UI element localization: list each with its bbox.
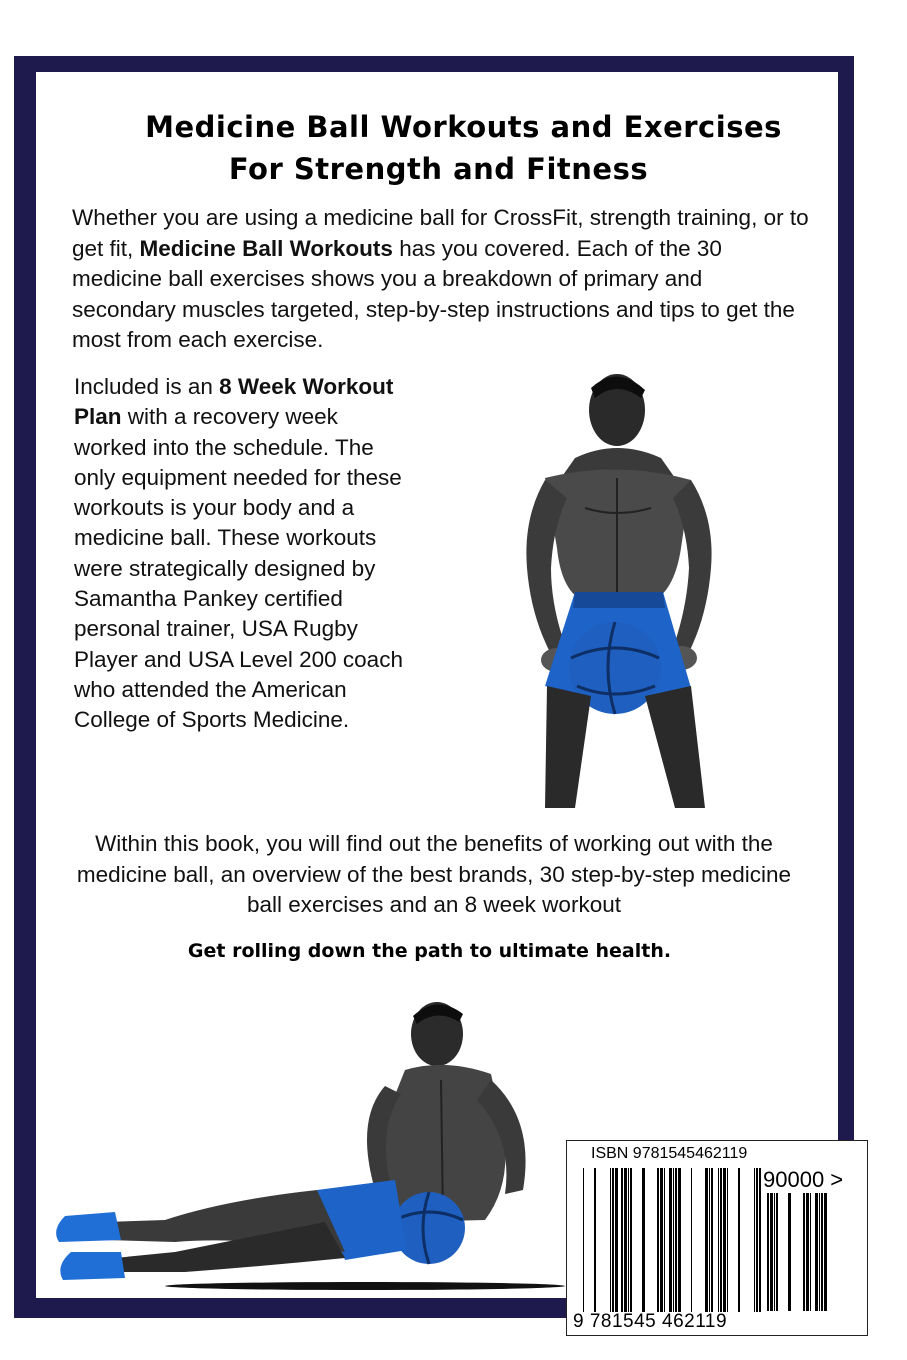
barcode-bar (810, 1193, 811, 1311)
barcode-bar (720, 1168, 722, 1312)
barcode-bar (824, 1193, 827, 1311)
barcode-bar (621, 1168, 623, 1312)
intro-text-2: has you covered. Each of the 30 medicine ball exercises shows you a breakdown of primary and secondary muscles targeted, step-by-step instructions and tips to get the most from each exercise. (72, 235, 795, 352)
barcode-bar (642, 1168, 645, 1312)
barcode-bar (709, 1168, 710, 1312)
isbn-barcode (566, 1140, 868, 1336)
barcode-bar (594, 1168, 596, 1312)
book-title (0, 106, 907, 190)
barcode-bar (788, 1193, 791, 1311)
athlete-seated-photo (45, 990, 585, 1290)
barcode-bar (776, 1193, 778, 1311)
title-line-2: For Strength and Fitness (228, 152, 649, 186)
barcode-bar (815, 1193, 818, 1311)
intro-text-1: Whether you are using a medicine ball for CrossFit, strength training, or to get fit, (72, 205, 809, 261)
barcode-bar (664, 1168, 665, 1312)
tagline (0, 940, 907, 962)
barcode-bar (738, 1168, 740, 1312)
barcode-bar (612, 1168, 614, 1312)
isbn-digits: 9 781545 462119 (573, 1311, 728, 1332)
barcode-bar (711, 1168, 713, 1312)
barcode-bar (819, 1193, 820, 1311)
barcode-bar (675, 1168, 677, 1312)
barcode-bar (678, 1168, 681, 1312)
athlete-standing-photo (505, 368, 735, 816)
barcode-bar (610, 1168, 611, 1312)
barcode-bar (803, 1193, 805, 1311)
price-code: 90000 > (763, 1167, 844, 1192)
barcode-bar (657, 1168, 659, 1312)
plan-paragraph (74, 372, 404, 736)
price-addon-bars (765, 1193, 835, 1311)
barcode-bar (628, 1168, 629, 1312)
barcode-bar (615, 1168, 618, 1312)
intro-book-name: Medicine Ball Workouts (139, 235, 393, 261)
barcode-bar (767, 1193, 769, 1311)
barcode-bar (723, 1168, 726, 1312)
barcode-bar (583, 1168, 584, 1312)
plan-text-2: with a recovery week worked into the schedule. The only equipment needed for these workouts is your body and a medicine ball. These workouts were strategically designed by Samantha Pankey certified personal trainer, USA Rugby Player and USA Level 200 coach who attended the American College of Sports Medicine. (74, 404, 403, 733)
intro-paragraph (72, 203, 812, 356)
barcode-bars (583, 1168, 761, 1312)
barcode-bar (705, 1168, 708, 1312)
barcode-bar (718, 1168, 719, 1312)
barcode-bar (669, 1168, 672, 1312)
plan-text-1: Included is an (74, 374, 220, 399)
barcode-bar (727, 1168, 728, 1312)
barcode-bar (756, 1168, 758, 1312)
barcode-bar (770, 1193, 773, 1311)
barcode-bar (624, 1168, 627, 1312)
plan-highlight: 8 Week Workout Plan (74, 374, 394, 430)
barcode-bar (660, 1168, 663, 1312)
barcode-bar (806, 1193, 809, 1311)
barcode-bar (759, 1168, 761, 1312)
barcode-bar (821, 1193, 823, 1311)
barcode-bar (691, 1168, 692, 1312)
summary-paragraph: Within this book, you will find out the benefits of working out with the medicine ball, an overview of the best brands, 30 step-by-step medicine ball exercises and an 8 week workout (76, 831, 792, 917)
title-line-1: Medicine Ball Workouts and Exercises (145, 110, 782, 144)
barcode-bar (754, 1168, 755, 1312)
isbn-label: ISBN 9781545462119 (591, 1145, 748, 1162)
tagline-text: Get rolling down the path to ultimate health. (187, 940, 672, 962)
barcode-bar (630, 1168, 632, 1312)
barcode-bar (673, 1168, 674, 1312)
barcode-bar (774, 1193, 775, 1311)
